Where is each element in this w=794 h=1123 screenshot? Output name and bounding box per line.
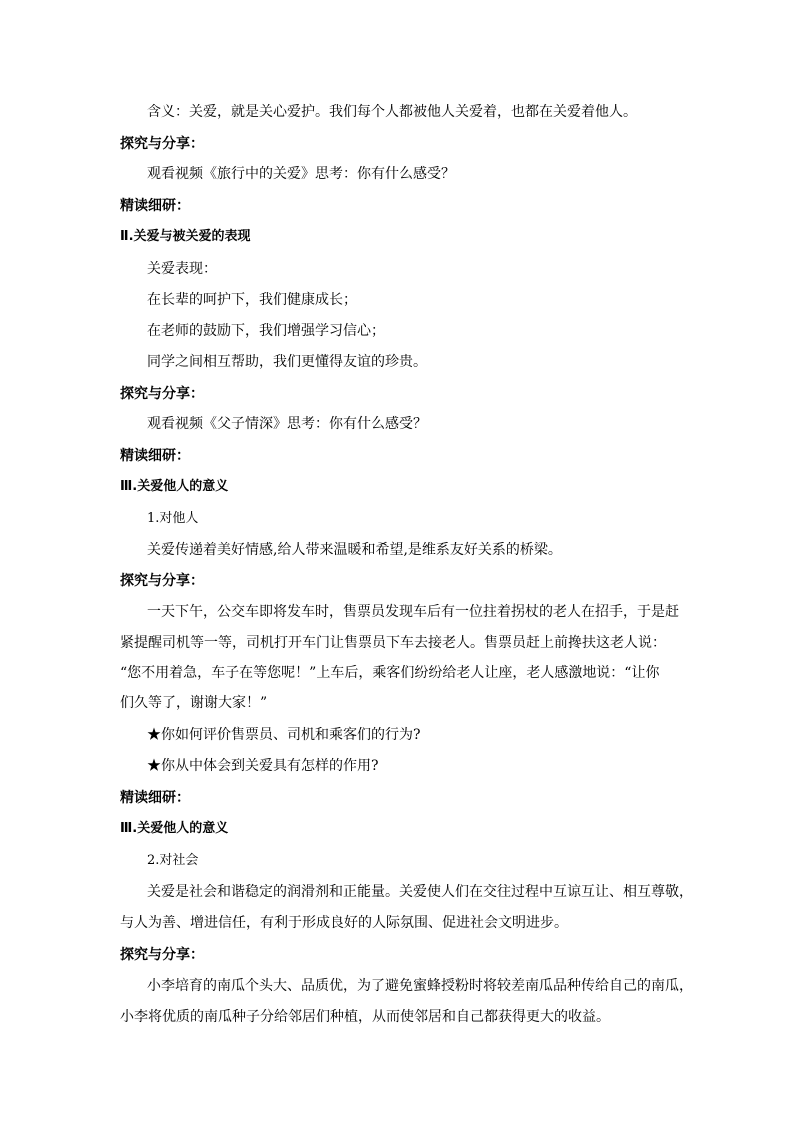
definition-text: 含义：关爱，就是关心爱护。我们每个人都被他人关爱着，也都在关爱着他人。 [147,104,637,120]
meaning-others-text: 关爱传递着美好情感,给人带来温暖和希望,是维系友好关系的桥梁。 [147,542,562,558]
pumpkin-story-line-1: 小李培育的南瓜个头大、品质优，为了避免蜜蜂授粉时将较差南瓜品种传给自己的南瓜， [147,978,693,994]
question-2: ★你从中体会到关爱具有怎样的作用? [147,758,379,774]
section-title-3: Ⅲ.关爱他人的意义 [120,479,229,494]
bus-story-line-2: 紧提醒司机等一等，司机打开车门让售票员下车去接老人。售票员赶上前搀扶这老人说： [120,635,666,651]
subsection-others: 1.对他人 [147,511,199,526]
pumpkin-story-line-2: 小李将优质的南瓜种子分给邻居们种植，从而使邻居和自己都获得更大的收益。 [120,1009,610,1025]
care-expression-2: 在老师的鼓励下，我们增强学习信心； [147,323,385,339]
explore-heading-2: 探究与分享： [120,386,204,402]
care-expression-3: 同学之间相互帮助，我们更懂得友谊的珍贵。 [147,354,427,370]
question-1: ★你如何评价售票员、司机和乘客们的行为? [147,727,421,743]
explore-heading-1: 探究与分享： [120,136,204,152]
subsection-society: 2.对社会 [147,853,199,868]
section-title-2: Ⅱ.关爱与被关爱的表现 [120,229,251,244]
video-prompt-2: 观看视频《父子情深》思考：你有什么感受？ [147,416,427,432]
study-heading-3: 精读细研： [120,790,190,806]
explore-heading-3: 探究与分享： [120,573,204,589]
care-expression-1: 在长辈的呵护下，我们健康成长； [147,292,357,308]
video-prompt-1: 观看视频《旅行中的关爱》思考：你有什么感受？ [147,166,455,182]
explore-heading-4: 探究与分享： [120,947,204,963]
meaning-society-line-1: 关爱是社会和谐稳定的润滑剂和正能量。关爱使人们在交往过程中互谅互让、相互尊敬， [147,884,693,900]
section-title-3b: Ⅲ.关爱他人的意义 [120,821,229,836]
study-heading-2: 精读细研： [120,448,190,464]
bus-story-line-1: 一天下午，公交车即将发车时，售票员发现车后有一位拄着拐杖的老人在招手，于是赶 [147,604,679,620]
bus-story-line-4: 们久等了，谢谢大家！” [120,695,268,711]
bus-story-line-3: “您不用着急，车子在等您呢！”上车后，乘客们纷纷给老人让座，老人感激地说：“让你 [120,665,660,681]
care-expression-label: 关爱表现： [147,261,217,277]
meaning-society-line-2: 与人为善、增进信任，有利于形成良好的人际氛围、促进社会文明进步。 [120,915,568,931]
study-heading-1: 精读细研： [120,198,190,214]
